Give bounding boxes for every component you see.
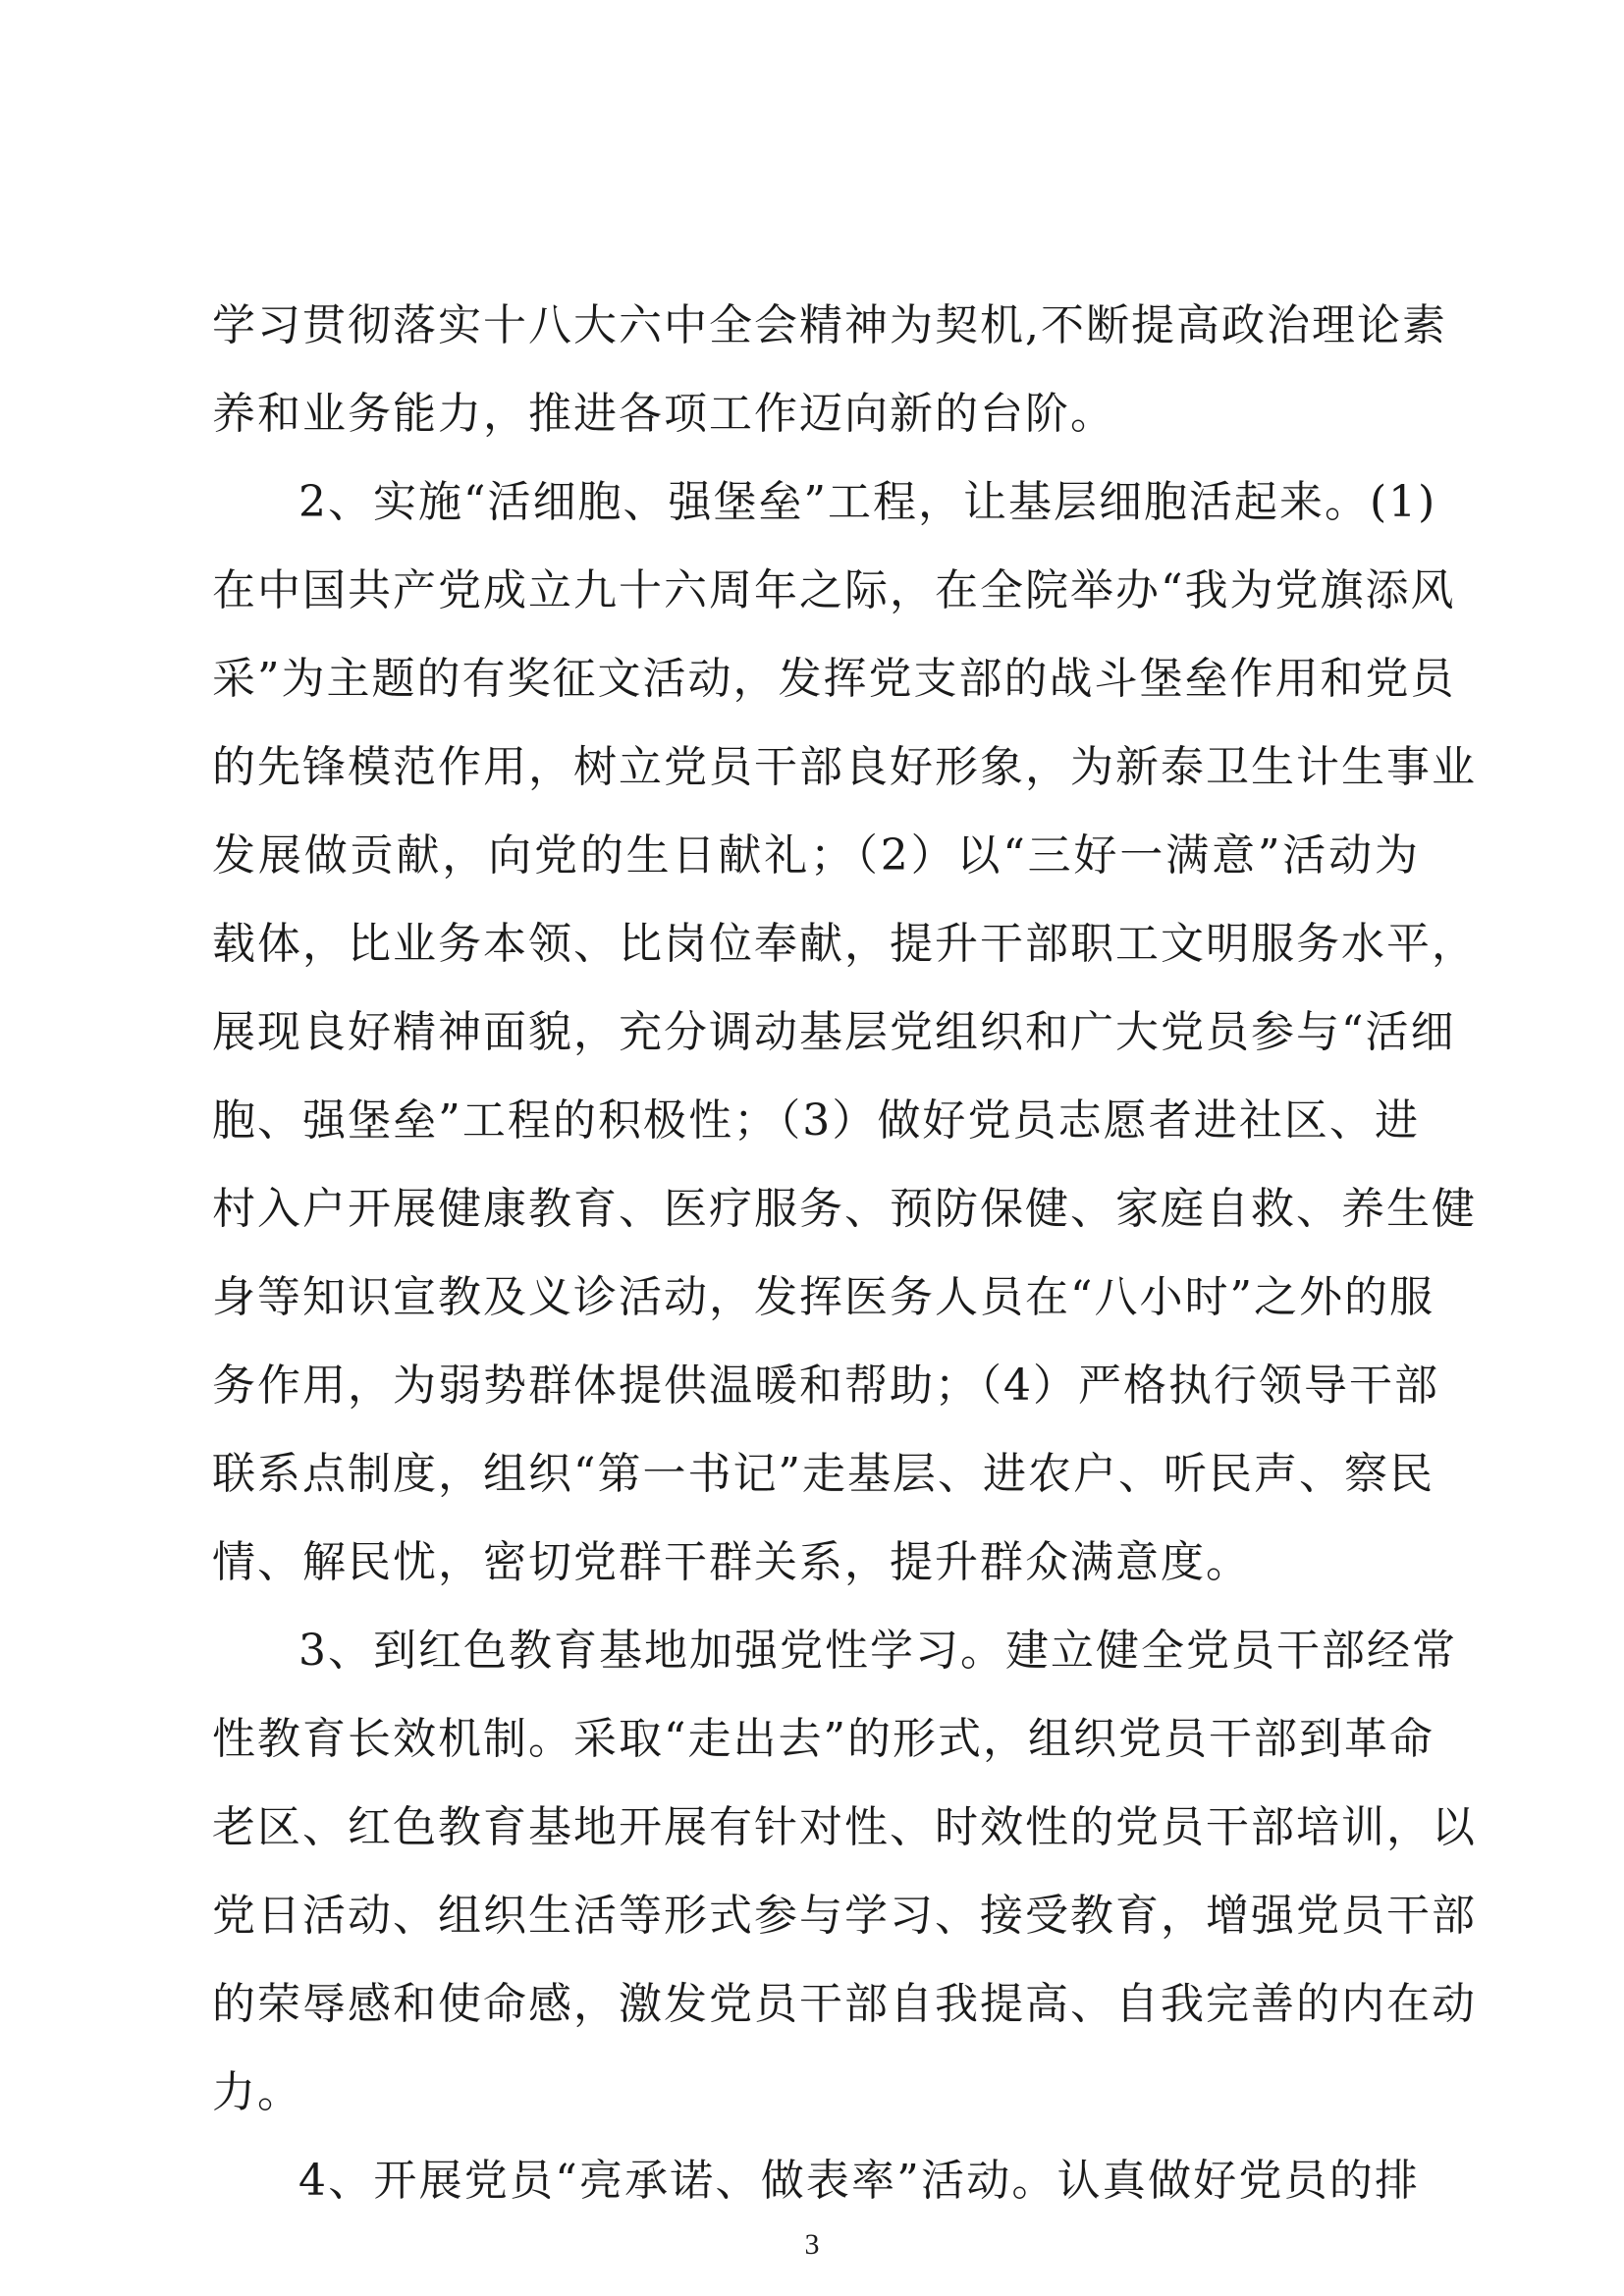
page-number: 3 (804, 2228, 820, 2261)
text-line: 老区、红色教育基地开展有针对性、时效性的党员干部培训，以 (212, 1802, 1477, 1852)
text-line: 性教育长效机制。采取“走出去”的形式，组织党员干部到革命 (212, 1714, 1435, 1764)
text-line: 发展做贡献，向党的生日献礼；（2）以“三好一满意”活动为 (212, 830, 1420, 881)
text-line: 采”为主题的有奖征文活动，发挥党支部的战斗堡垒作用和党员 (212, 654, 1456, 704)
section-3-heading-line: 3、到红色教育基地加强党性学习。建立健全党员干部经常 (298, 1626, 1457, 1676)
text-line: 的荣辱感和使命感，激发党员干部自我提高、自我完善的内在动 (212, 1979, 1477, 2029)
text-line: 党日活动、组织生活等形式参与学习、接受教育，增强党员干部 (212, 1891, 1477, 1941)
text-line: 身等知识宣教及义诊活动，发挥医务人员在“八小时”之外的服 (212, 1272, 1435, 1322)
text-line: 力。 (212, 2067, 302, 2117)
text-line: 村入户开展健康教育、医疗服务、预防保健、家庭自救、养生健 (212, 1184, 1477, 1234)
text-line: 联系点制度，组织“第一书记”走基层、进农户、听民声、察民 (212, 1449, 1435, 1499)
text-line: 情、解民忧，密切党群干群关系，提升群众满意度。 (212, 1537, 1251, 1587)
section-4-heading-line: 4、开展党员“亮承诺、做表率”活动。认真做好党员的排 (298, 2156, 1420, 2206)
section-2-heading-line: 2、实施“活细胞、强堡垒”工程，让基层细胞活起来。(1) (298, 477, 1437, 527)
text-line: 展现良好精神面貌，充分调动基层党组织和广大党员参与“活细 (212, 1007, 1456, 1057)
text-line: 务作用，为弱势群体提供温暖和帮助；（4）严格执行领导干部 (212, 1361, 1439, 1411)
text-line: 养和业务能力，推进各项工作迈向新的台阶。 (212, 389, 1115, 439)
text-line: 载体，比业务本领、比岗位奉献，提升干部职工文明服务水平， (212, 919, 1477, 969)
text-line: 在中国共产党成立九十六周年之际，在全院举办“我为党旗添风 (212, 565, 1456, 615)
text-line: 学习贯彻落实十八大六中全会精神为契机,不断提高政治理论素 (212, 300, 1447, 350)
text-line: 的先锋模范作用，树立党员干部良好形象，为新泰卫生计生事业 (212, 742, 1477, 792)
text-line: 胞、强堡垒”工程的积极性；（3）做好党员志愿者进社区、进 (212, 1095, 1420, 1146)
